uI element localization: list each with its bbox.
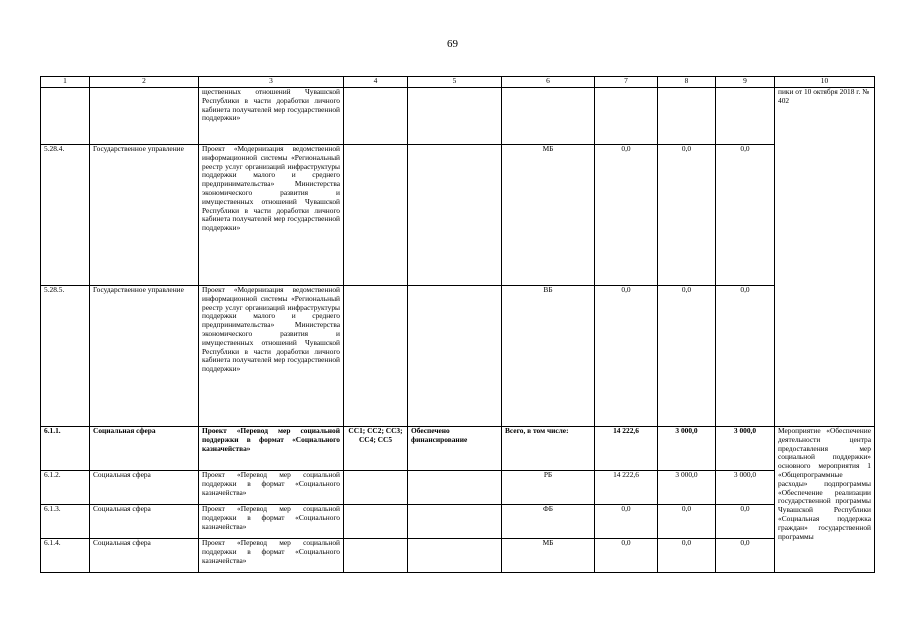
row-org	[90, 88, 199, 145]
row-number: 6.1.4.	[41, 539, 90, 573]
row-value-2: 0,0	[658, 286, 716, 427]
program-table	[40, 76, 875, 573]
row-project: Проект «Перевод мер социальной поддержки в формат «Социального казначейства»	[199, 471, 344, 505]
row-purpose	[408, 539, 502, 573]
row-purpose	[408, 286, 502, 427]
header-cell: 7	[595, 77, 658, 88]
header-row	[41, 77, 875, 88]
row-source: МБ	[502, 539, 595, 573]
row-value-3	[716, 88, 775, 145]
row-value-2: 0,0	[658, 505, 716, 539]
row-value-3: 0,0	[716, 505, 775, 539]
row-number: 6.1.3.	[41, 505, 90, 539]
row-code	[344, 145, 408, 286]
row-project: Проект «Перевод мер социальной поддержки в формат «Социального казначейства»	[199, 427, 344, 471]
row-purpose	[408, 471, 502, 505]
row-value-1: 0,0	[595, 505, 658, 539]
row-value-3: 3 000,0	[716, 471, 775, 505]
row-source	[502, 88, 595, 145]
row-code: СС1; СС2; СС3; СС4; СС5	[344, 427, 408, 471]
row-value-1: 0,0	[595, 286, 658, 427]
row-org: Социальная сфера	[90, 505, 199, 539]
page-number: 69	[447, 38, 458, 50]
table-row	[41, 286, 875, 427]
header-cell: 4	[344, 77, 408, 88]
row-purpose	[408, 505, 502, 539]
row-value-1: 0,0	[595, 539, 658, 573]
row-purpose	[408, 145, 502, 286]
row-org: Социальная сфера	[90, 539, 199, 573]
header-cell: 5	[408, 77, 502, 88]
header-cell: 1	[41, 77, 90, 88]
row-purpose: Обеспечено финансирование	[408, 427, 502, 471]
row-value-3: 0,0	[716, 286, 775, 427]
row-value-1	[595, 88, 658, 145]
row-value-3: 3 000,0	[716, 427, 775, 471]
header-cell: 8	[658, 77, 716, 88]
row-source: РБ	[502, 471, 595, 505]
row-value-2: 0,0	[658, 539, 716, 573]
row-code	[344, 539, 408, 573]
header-cell: 3	[199, 77, 344, 88]
row-value-3: 0,0	[716, 145, 775, 286]
row-code	[344, 505, 408, 539]
row-purpose	[408, 88, 502, 145]
row-org: Государственное управление	[90, 286, 199, 427]
row-value-2: 0,0	[658, 145, 716, 286]
table-row-total	[41, 427, 875, 471]
row-number: 6.1.1.	[41, 427, 90, 471]
row-org: Государственное управление	[90, 145, 199, 286]
table-row	[41, 539, 875, 573]
row-value-2	[658, 88, 716, 145]
row-source: Всего, в том числе:	[502, 427, 595, 471]
row-number: 5.28.5.	[41, 286, 90, 427]
note-cell-top: пики от 10 октября 2018 г. № 402	[775, 88, 875, 427]
row-code	[344, 286, 408, 427]
row-number: 5.28.4.	[41, 145, 90, 286]
header-cell: 6	[502, 77, 595, 88]
row-source: ВБ	[502, 286, 595, 427]
row-project: Проект «Модернизация ведомственной информационной системы «Региональный реестр услуг организаций инфраструктуры поддержки малого и среднего предпринимательства» Министерства экономического развития и имущественных отношений Чувашской Республики в части доработки личного кабинета получателей мер государственной поддержки»	[199, 145, 344, 286]
table-row	[41, 145, 875, 286]
row-value-2: 3 000,0	[658, 427, 716, 471]
row-project: Проект «Перевод мер социальной поддержки в формат «Социального казначейства»	[199, 505, 344, 539]
table-row	[41, 88, 875, 145]
table-row	[41, 471, 875, 505]
note-cell-bottom: Мероприятие «Обеспечение деятельности центра предоставления мер социальной поддержки» основного мероприятия 1 «Общепрограммные расходы» подпрограммы «Обеспечение реализации государственной программы Чувашской Республики «Социальная поддержка граждан» государственной программы	[775, 427, 875, 573]
header-cell: 9	[716, 77, 775, 88]
row-org: Социальная сфера	[90, 427, 199, 471]
row-project: щественных отношений Чувашской Республики в части доработки личного кабинета получателей мер государственной поддержки»	[199, 88, 344, 145]
row-project: Проект «Перевод мер социальной поддержки в формат «Социального казначейства»	[199, 539, 344, 573]
header-cell: 2	[90, 77, 199, 88]
row-number	[41, 88, 90, 145]
row-number: 6.1.2.	[41, 471, 90, 505]
row-value-1: 14 222,6	[595, 427, 658, 471]
table-row	[41, 505, 875, 539]
row-code	[344, 88, 408, 145]
row-value-1: 14 222,6	[595, 471, 658, 505]
row-source: ФБ	[502, 505, 595, 539]
row-project: Проект «Модернизация ведомственной информационной системы «Региональный реестр услуг организаций инфраструктуры поддержки малого и среднего предпринимательства» Министерства экономического развития и имущественных отношений Чувашской Республики в части доработки личного кабинета получателей мер государственной поддержки»	[199, 286, 344, 427]
row-value-2: 3 000,0	[658, 471, 716, 505]
row-value-1: 0,0	[595, 145, 658, 286]
row-org: Социальная сфера	[90, 471, 199, 505]
row-source: МБ	[502, 145, 595, 286]
row-code	[344, 471, 408, 505]
row-value-3: 0,0	[716, 539, 775, 573]
header-cell: 10	[775, 77, 875, 88]
